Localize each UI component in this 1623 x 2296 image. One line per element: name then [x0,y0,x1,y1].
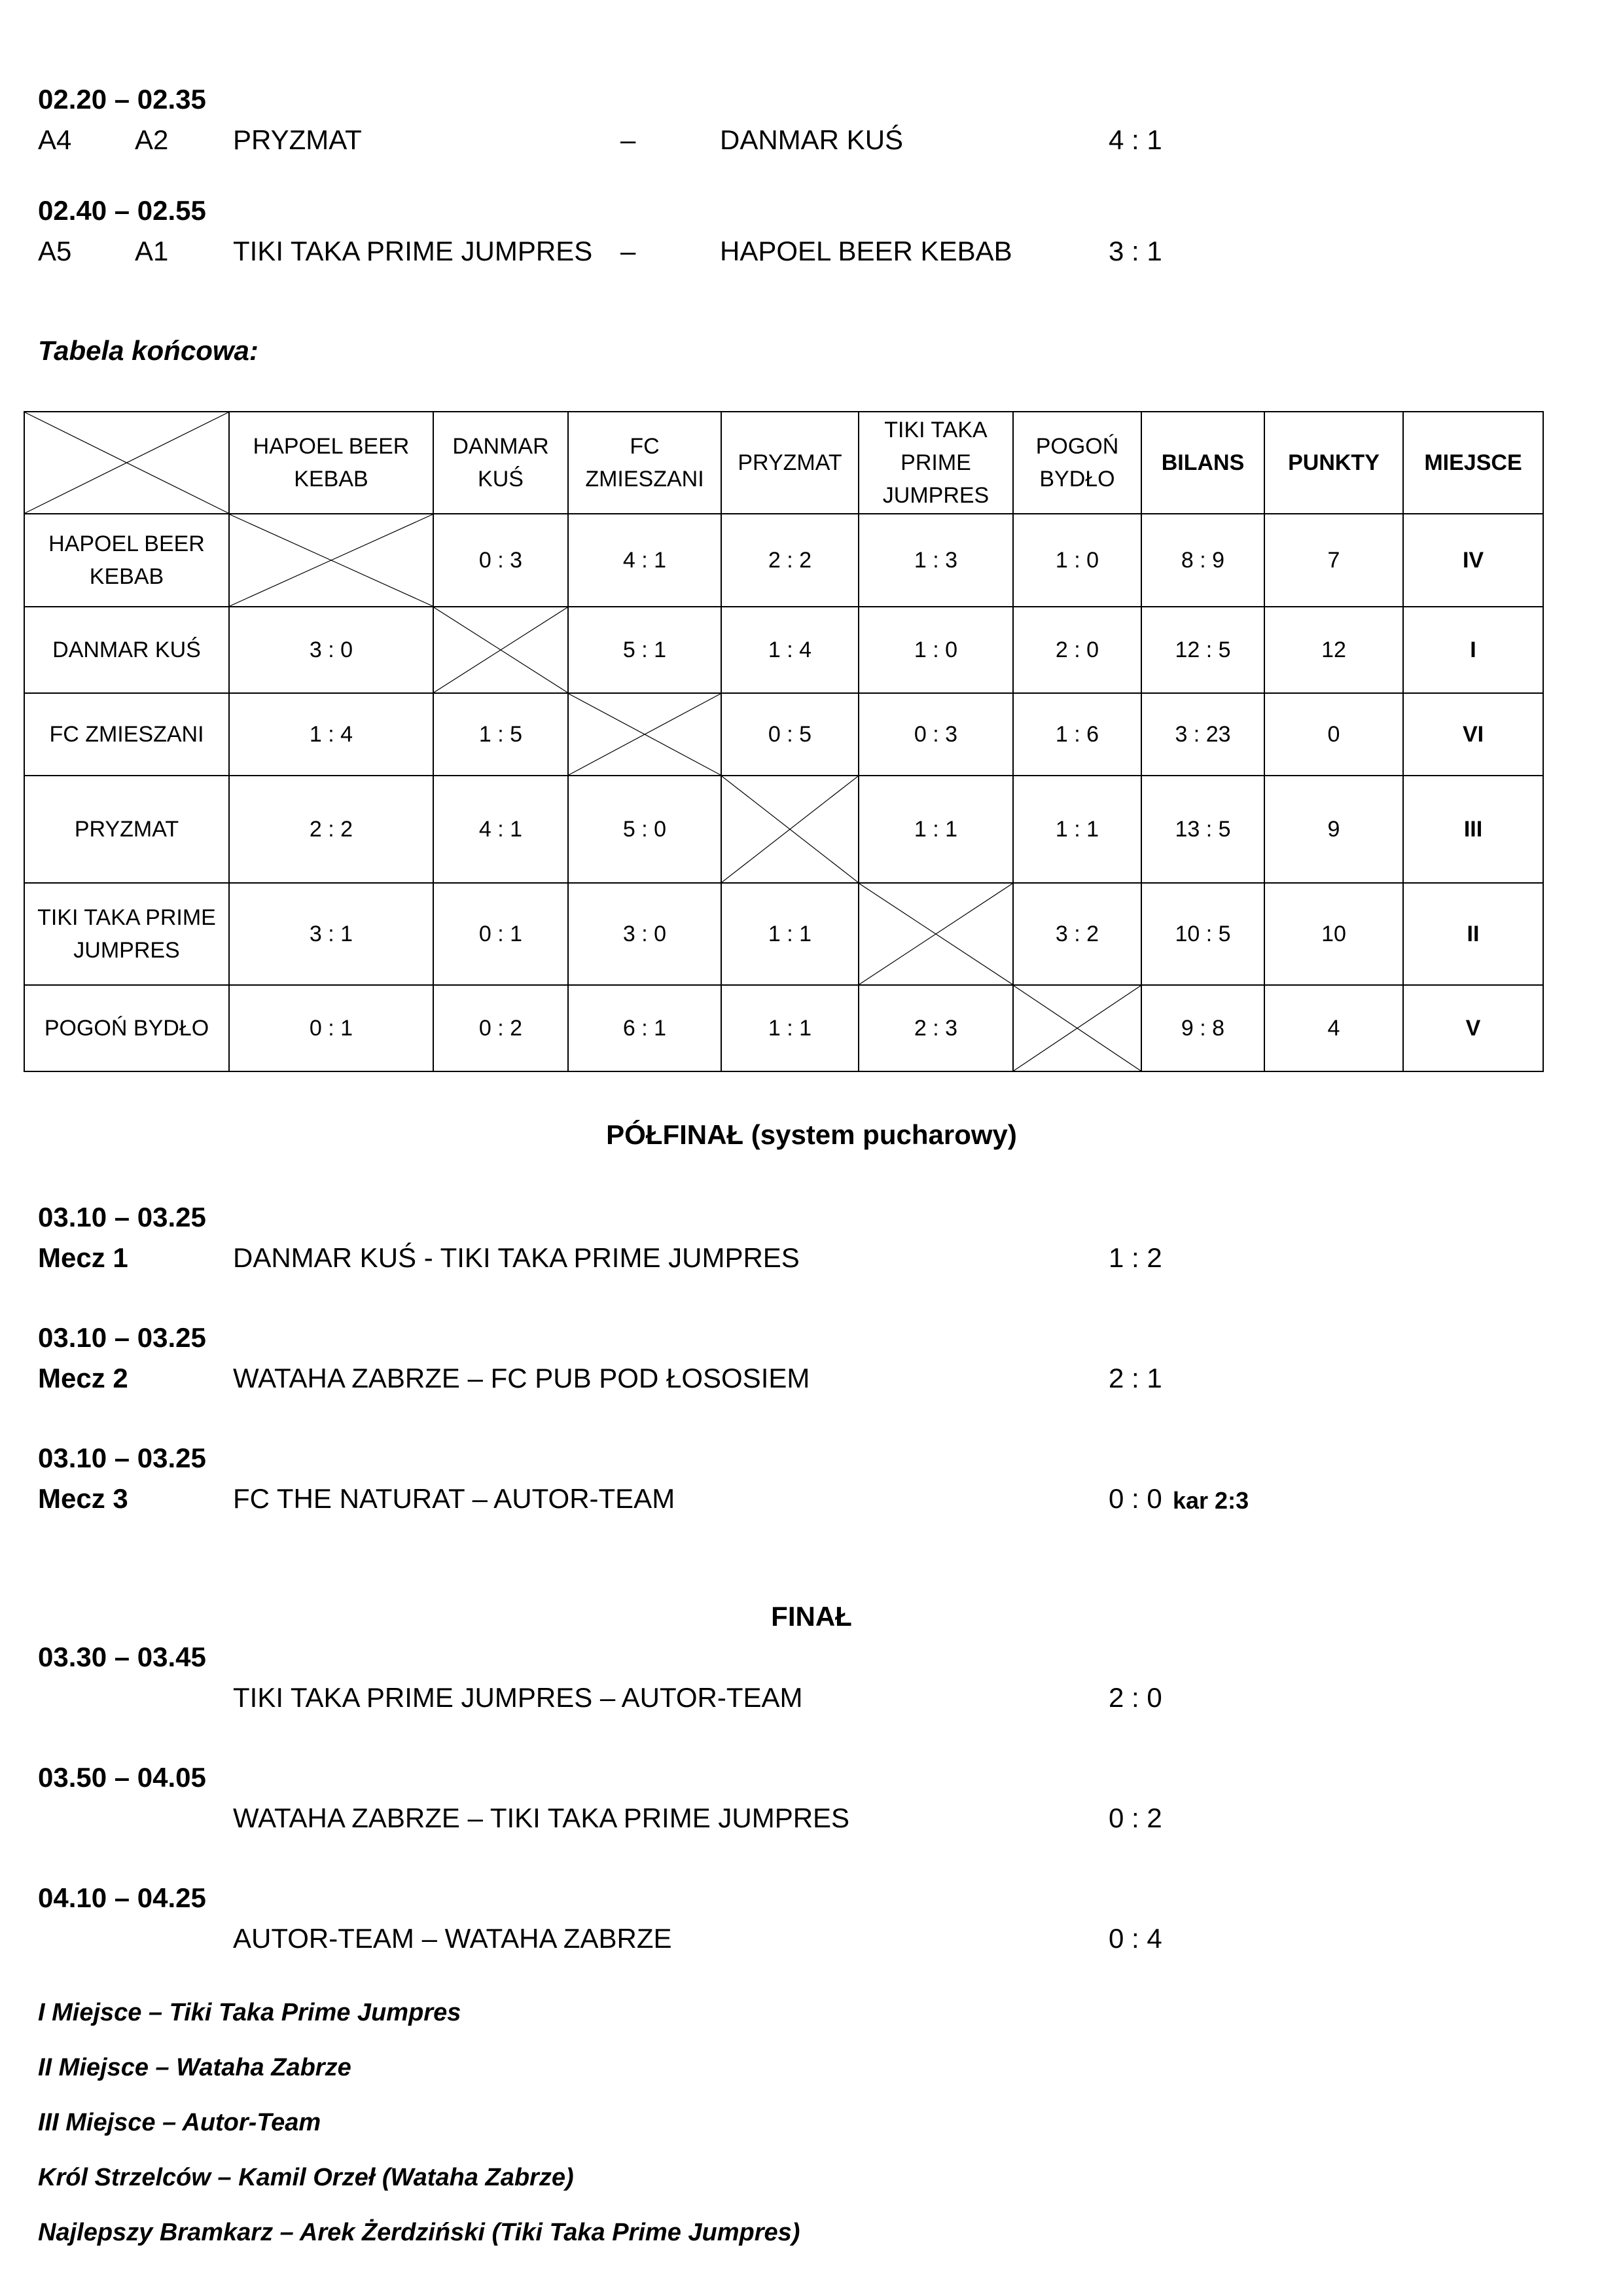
match-time: 03.10 – 03.25 [38,1322,206,1353]
result-cell: 2 : 3 [859,985,1013,1071]
award-line: I Miejsce – Tiki Taka Prime Jumpres [38,1999,461,2026]
match-time: 03.10 – 03.25 [38,1202,206,1232]
points-cell: 7 [1264,514,1403,607]
team-name-cell: TIKI TAKA PRIME JUMPRES [24,883,229,985]
column-header: PUNKTY [1264,412,1403,514]
result-cell: 1 : 1 [859,776,1013,883]
match-score: 4 : 1 [1109,124,1162,155]
table-row [24,985,1543,1071]
match-teams: WATAHA ZABRZE – TIKI TAKA PRIME JUMPRES [233,1803,850,1833]
result-cell: 1 : 1 [1013,776,1141,883]
match-teams: WATAHA ZABRZE – FC PUB POD ŁOSOSIEM [233,1363,810,1393]
semifinal-title: PÓŁFINAŁ (system pucharowy) [606,1119,1017,1150]
match-label: Mecz 2 [38,1363,128,1393]
self-match-cell [721,776,859,883]
column-header: HAPOEL BEER KEBAB [229,412,433,514]
table-row [24,693,1543,776]
bilans-cell: 12 : 5 [1141,607,1264,693]
result-cell: 1 : 1 [721,883,859,985]
result-cell: 3 : 0 [568,883,721,985]
match-label: Mecz 1 [38,1242,128,1273]
award-line: Król Strzelców – Kamil Orzeł (Wataha Zabrze) [38,2164,574,2191]
bilans-cell: 8 : 9 [1141,514,1264,607]
match-score: 0 : 2 [1109,1803,1162,1833]
match-time: 03.50 – 04.05 [38,1762,206,1793]
result-cell: 6 : 1 [568,985,721,1071]
self-match-cell [1013,985,1141,1071]
column-header: TIKI TAKA PRIME JUMPRES [859,412,1013,514]
final-title: FINAŁ [771,1601,852,1632]
match-team-away: HAPOEL BEER KEBAB [720,236,1012,266]
result-cell: 0 : 1 [433,883,568,985]
match-time: 02.40 – 02.55 [38,195,206,226]
match-score: 0 : 4 [1109,1923,1162,1954]
match-time: 02.20 – 02.35 [38,84,206,115]
bilans-cell: 10 : 5 [1141,883,1264,985]
match-teams: DANMAR KUŚ - TIKI TAKA PRIME JUMPRES [233,1242,800,1273]
result-cell: 1 : 6 [1013,693,1141,776]
result-cell: 5 : 1 [568,607,721,693]
result-cell: 0 : 3 [859,693,1013,776]
column-header: MIEJSCE [1403,412,1543,514]
result-cell: 3 : 2 [1013,883,1141,985]
result-cell: 4 : 1 [433,776,568,883]
points-cell: 4 [1264,985,1403,1071]
column-header: DANMAR KUŚ [433,412,568,514]
table-row [24,776,1543,883]
column-header: POGOŃ BYDŁO [1013,412,1141,514]
match-time: 04.10 – 04.25 [38,1882,206,1913]
result-cell: 2 : 2 [721,514,859,607]
match-score: 3 : 1 [1109,236,1162,266]
points-cell: 10 [1264,883,1403,985]
self-match-cell [229,514,433,607]
match-code: A4 [38,124,72,155]
result-cell: 1 : 4 [229,693,433,776]
match-team-home: TIKI TAKA PRIME JUMPRES [233,236,593,266]
result-cell: 0 : 1 [229,985,433,1071]
match-dash: – [620,124,636,155]
award-line: III Miejsce – Autor-Team [38,2109,321,2136]
team-name-cell: POGOŃ BYDŁO [24,985,229,1071]
standings-table [24,411,1544,1072]
place-cell: II [1403,883,1543,985]
table-row [24,607,1543,693]
award-line: Najlepszy Bramkarz – Arek Żerdziński (Tiki Taka Prime Jumpres) [38,2219,800,2246]
result-cell: 1 : 0 [859,607,1013,693]
result-cell: 1 : 5 [433,693,568,776]
self-match-cell [859,883,1013,985]
self-match-cell [433,607,568,693]
team-name-cell: HAPOEL BEER KEBAB [24,514,229,607]
place-cell: VI [1403,693,1543,776]
result-cell: 0 : 3 [433,514,568,607]
team-name-cell: DANMAR KUŚ [24,607,229,693]
table-row [24,514,1543,607]
result-cell: 0 : 5 [721,693,859,776]
column-header: PRYZMAT [721,412,859,514]
points-cell: 12 [1264,607,1403,693]
bilans-cell: 3 : 23 [1141,693,1264,776]
place-cell: I [1403,607,1543,693]
column-header: BILANS [1141,412,1264,514]
result-cell: 3 : 1 [229,883,433,985]
table-header-row [24,412,1543,514]
match-code: A1 [135,236,169,266]
result-cell: 5 : 0 [568,776,721,883]
points-cell: 0 [1264,693,1403,776]
match-code: A2 [135,124,169,155]
result-cell: 2 : 2 [229,776,433,883]
place-cell: IV [1403,514,1543,607]
match-dash: – [620,236,636,266]
result-cell: 2 : 0 [1013,607,1141,693]
match-team-away: DANMAR KUŚ [720,124,904,155]
result-cell: 4 : 1 [568,514,721,607]
match-label: Mecz 3 [38,1483,128,1514]
result-cell: 1 : 3 [859,514,1013,607]
match-score: 0 : 0 [1109,1483,1162,1514]
result-cell: 1 : 4 [721,607,859,693]
self-match-cell [568,693,721,776]
match-score: 2 : 0 [1109,1682,1162,1713]
result-cell: 3 : 0 [229,607,433,693]
award-line: II Miejsce – Wataha Zabrze [38,2054,351,2081]
team-name-cell: PRYZMAT [24,776,229,883]
match-teams: TIKI TAKA PRIME JUMPRES – AUTOR-TEAM [233,1682,803,1713]
table-row [24,883,1543,985]
match-score: 1 : 2 [1109,1242,1162,1273]
corner-cell [24,412,229,514]
match-time: 03.30 – 03.45 [38,1641,206,1672]
match-code: A5 [38,236,72,266]
bilans-cell: 9 : 8 [1141,985,1264,1071]
team-name-cell: FC ZMIESZANI [24,693,229,776]
penalty-note: kar 2:3 [1173,1487,1249,1514]
table-title: Tabela końcowa: [38,335,259,366]
match-time: 03.10 – 03.25 [38,1443,206,1473]
match-score: 2 : 1 [1109,1363,1162,1393]
match-team-home: PRYZMAT [233,124,362,155]
match-teams: FC THE NATURAT – AUTOR-TEAM [233,1483,675,1514]
place-cell: V [1403,985,1543,1071]
result-cell: 1 : 0 [1013,514,1141,607]
match-teams: AUTOR-TEAM – WATAHA ZABRZE [233,1923,672,1954]
points-cell: 9 [1264,776,1403,883]
column-header: FC ZMIESZANI [568,412,721,514]
result-cell: 1 : 1 [721,985,859,1071]
place-cell: III [1403,776,1543,883]
bilans-cell: 13 : 5 [1141,776,1264,883]
result-cell: 0 : 2 [433,985,568,1071]
